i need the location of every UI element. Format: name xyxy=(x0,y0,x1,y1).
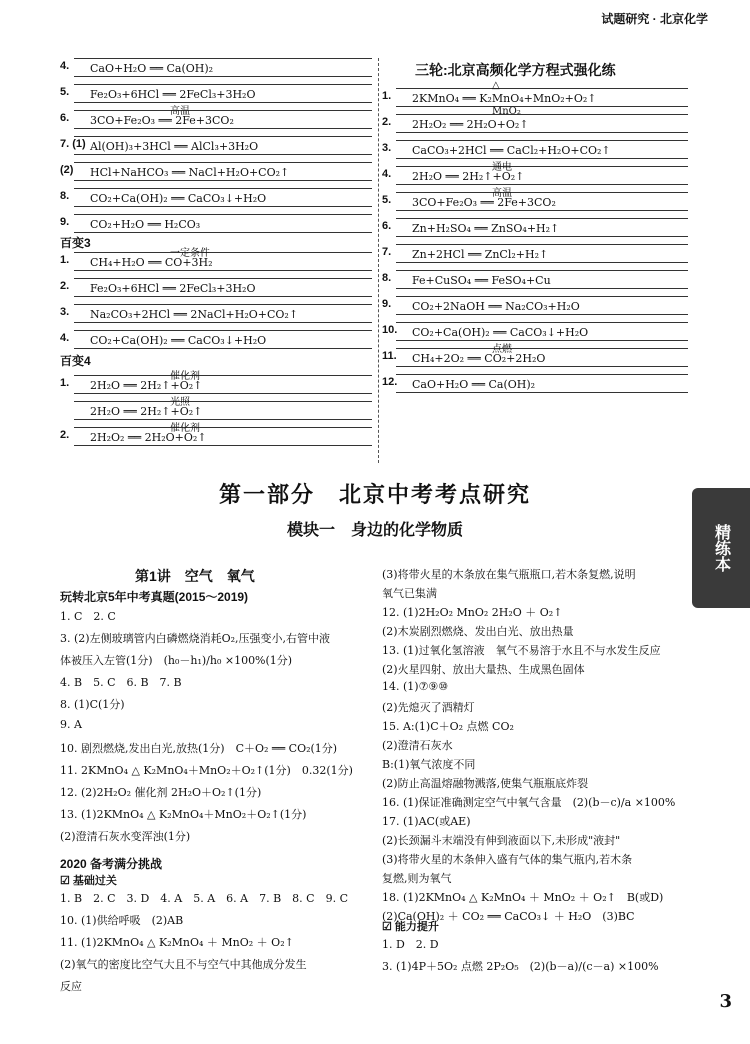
answer-line: 10. (1)供给呼吸 (2)AB xyxy=(60,914,184,927)
equation-line xyxy=(60,248,372,272)
answer-line: 1. C 2. C xyxy=(60,610,116,623)
answer-rule xyxy=(396,270,688,271)
answer-rule xyxy=(74,136,372,137)
equation-text: CaCO₃+2HCl ══ CaCl₂+H₂O+CO₂↑ xyxy=(412,144,611,157)
equation-text: 2H₂O₂ ══ 2H₂O+O₂↑ xyxy=(412,118,529,131)
answer-line: 氧气已集满 xyxy=(382,587,437,600)
answer-rule xyxy=(74,206,372,207)
equation-text: 2KMnO₄ ══ K₂MnO₄+MnO₂+O₂↑ xyxy=(412,92,597,105)
equation-line xyxy=(60,214,372,234)
section-title: 百变4 xyxy=(60,354,91,368)
answer-line: 1. D 2. D xyxy=(382,938,439,951)
answer-rule xyxy=(396,192,688,193)
answer-rule xyxy=(396,314,688,315)
answer-line: (2)先熄灭了酒精灯 xyxy=(382,701,475,714)
equation-number: 3. xyxy=(60,306,70,318)
equation-text: CH₄+H₂O ══ CO+3H₂ xyxy=(90,256,213,269)
answer-rule xyxy=(74,252,372,253)
equation-line xyxy=(382,270,688,290)
answer-rule xyxy=(396,166,688,167)
reaction-condition: 通电 xyxy=(492,162,512,173)
answer-line: 8. (1)C(1分) xyxy=(60,698,125,711)
answer-rule xyxy=(396,340,688,341)
equation-text: Fe₂O₃+6HCl ══ 2FeCl₃+3H₂O xyxy=(90,88,256,101)
answer-rule xyxy=(74,427,372,428)
reaction-condition: 高温 xyxy=(170,106,190,117)
answer-line: (2)火星四射、放出大量热、生成黑色固体 xyxy=(382,663,585,676)
answer-line: 17. (1)AC(或AE) xyxy=(382,815,471,828)
equation-number: 12. xyxy=(382,376,398,388)
answer-line: (2)防止高温熔融物溅落,使集气瓶瓶底炸裂 xyxy=(382,777,589,790)
equation-number: 11. xyxy=(382,350,397,362)
answer-line: (2)澄清石灰水变浑浊(1分) xyxy=(60,830,191,843)
equation-number: 4. xyxy=(60,332,70,344)
answer-line: 3. (2)左侧玻璃管内白磷燃烧消耗O₂,压强变小,右管中液 xyxy=(60,632,330,645)
basic-title-text: 基础过关 xyxy=(72,875,117,887)
equation-line xyxy=(60,106,372,130)
answer-rule xyxy=(74,76,372,77)
equation-line xyxy=(60,136,372,156)
answer-line: (3)将带火星的木条伸入盛有气体的集气瓶内,若木条 xyxy=(382,853,633,866)
equation-text: 2H₂O ══ 2H₂↑+O₂↑ xyxy=(90,379,203,392)
answer-rule xyxy=(74,214,372,215)
answer-line: 12. (1)2H₂O₂ MnO₂ 2H₂O ＋ O₂↑ xyxy=(382,606,563,619)
equation-text: Zn+2HCl ══ ZnCl₂+H₂↑ xyxy=(412,248,549,261)
answer-rule xyxy=(396,296,688,297)
answer-rule xyxy=(74,322,372,323)
equation-number: 7. (1) xyxy=(60,138,86,150)
answer-line: 1. B 2. C 3. D 4. A 5. A 6. A 7. B 8. C 9. C xyxy=(60,892,348,905)
equation-line xyxy=(382,344,688,368)
answer-line: 9. A xyxy=(60,718,82,731)
answer-line: 11. 2KMnO₄ △ K₂MnO₄＋MnO₂＋O₂↑(1分) 0.32(1分) xyxy=(60,764,353,777)
equation-line xyxy=(60,423,372,447)
ability-title-text: 能力提升 xyxy=(394,921,439,933)
answer-line: 3. (1)4P＋5O₂ 点燃 2P₂O₅ (2)(b－a)/(c－a) ×100% xyxy=(382,960,659,973)
answer-rule xyxy=(396,374,688,375)
equation-line xyxy=(382,80,688,108)
equation-number: 10. xyxy=(382,324,398,336)
equation-line xyxy=(60,397,372,421)
equation-line xyxy=(382,296,688,316)
answer-rule xyxy=(74,102,372,103)
reaction-condition: MnO₂ xyxy=(492,106,521,117)
part-title: 第一部分 北京中考考点研究 xyxy=(218,482,531,507)
answer-line: (2)木炭剧烈燃烧、发出白光、放出热量 xyxy=(382,625,574,638)
equation-text: Na₂CO₃+2HCl ══ 2NaCl+H₂O+CO₂↑ xyxy=(90,308,299,321)
equation-text: Fe₂O₃+6HCl ══ 2FeCl₃+3H₂O xyxy=(90,282,256,295)
reaction-condition: 光照 xyxy=(170,397,190,408)
equation-number: 1. xyxy=(60,377,70,389)
answer-rule xyxy=(396,184,688,185)
ability-title: ☑ 能力提升 xyxy=(382,921,439,933)
answer-rule xyxy=(396,288,688,289)
answer-rule xyxy=(74,296,372,297)
answer-line: 11. (1)2KMnO₄ △ K₂MnO₄ ＋ MnO₂ ＋ O₂↑ xyxy=(60,936,294,949)
answer-line: 反应 xyxy=(60,980,82,993)
right-section-title: 三轮:北京高频化学方程式强化练 xyxy=(415,62,616,78)
answer-rule xyxy=(396,114,688,115)
answer-line: (2)长颈漏斗末端没有伸到液面以下,未形成"液封" xyxy=(382,834,621,847)
answer-line: 15. A:(1)C＋O₂ 点燃 CO₂ xyxy=(382,720,514,733)
equation-number: 4. xyxy=(60,60,70,72)
column-divider xyxy=(378,58,379,463)
equation-text: CaO+H₂O ══ Ca(OH)₂ xyxy=(412,378,536,391)
answer-line: 4. B 5. C 6. B 7. B xyxy=(60,676,182,689)
answer-rule xyxy=(396,348,688,349)
answer-rule xyxy=(396,392,688,393)
reaction-condition: 一定条件 xyxy=(170,248,210,259)
answer-line: 12. (2)2H₂O₂ 催化剂 2H₂O＋O₂↑(1分) xyxy=(60,786,262,799)
equation-number: 1. xyxy=(382,90,392,102)
equation-text: HCl+NaHCO₃ ══ NaCl+H₂O+CO₂↑ xyxy=(90,166,290,179)
answer-rule xyxy=(74,270,372,271)
challenge-title: 2020 备考满分挑战 xyxy=(60,857,163,871)
equation-text: 2H₂O ══ 2H₂↑+O₂↑ xyxy=(412,170,525,183)
equation-text: CaO+H₂O ══ Ca(OH)₂ xyxy=(90,62,214,75)
answer-rule xyxy=(74,154,372,155)
equation-line xyxy=(60,58,372,78)
equation-text: Fe+CuSO₄ ══ FeSO₄+Cu xyxy=(412,274,551,287)
side-tab: 精练本 xyxy=(692,488,750,608)
basic-title: ☑ 基础过关 xyxy=(60,875,117,887)
answer-rule xyxy=(74,110,372,111)
equation-text: 2H₂O₂ ══ 2H₂O+O₂↑ xyxy=(90,431,207,444)
answer-rule xyxy=(74,393,372,394)
answer-rule xyxy=(396,244,688,245)
equation-text: CO₂+Ca(OH)₂ ══ CaCO₃↓+H₂O xyxy=(90,334,267,347)
equation-number: (2) xyxy=(60,164,74,176)
answer-rule xyxy=(396,88,688,89)
page-number: 3 xyxy=(719,991,732,1012)
answer-rule xyxy=(396,366,688,367)
answer-rule xyxy=(396,236,688,237)
lesson-title: 第1讲 空气 氧气 xyxy=(135,568,255,584)
equation-text: 2H₂O ══ 2H₂↑+O₂↑ xyxy=(90,405,203,418)
equation-text: CO₂+Ca(OH)₂ ══ CaCO₃↓+H₂O xyxy=(412,326,589,339)
answer-rule xyxy=(74,162,372,163)
answer-line: 13. (1)过氧化氢溶液 氧气不易溶于水且不与水发生反应 xyxy=(382,644,661,657)
equation-number: 8. xyxy=(60,190,70,202)
answer-rule xyxy=(74,401,372,402)
equation-number: 2. xyxy=(60,429,70,441)
answer-rule xyxy=(74,84,372,85)
equation-line xyxy=(60,371,372,395)
equation-number: 9. xyxy=(60,216,70,228)
equation-text: CO₂+Ca(OH)₂ ══ CaCO₃↓+H₂O xyxy=(90,192,267,205)
answer-rule xyxy=(396,322,688,323)
answer-line: (2)Ca(OH)₂ ＋ CO₂ ══ CaCO₃↓ ＋ H₂O (3)BC xyxy=(382,910,635,923)
answer-rule xyxy=(74,188,372,189)
equation-text: CH₄+2O₂ ══ CO₂+2H₂O xyxy=(412,352,546,365)
answer-rule xyxy=(74,180,372,181)
answer-rule xyxy=(74,128,372,129)
equation-line xyxy=(382,322,688,342)
module-title: 模块一 身边的化学物质 xyxy=(286,522,463,539)
answer-rule xyxy=(74,348,372,349)
answer-rule xyxy=(74,278,372,279)
answer-line: 13. (1)2KMnO₄ △ K₂MnO₄＋MnO₂＋O₂↑(1分) xyxy=(60,808,307,821)
equation-text: CO₂+H₂O ══ H₂CO₃ xyxy=(90,218,201,231)
equation-line xyxy=(60,278,372,298)
answer-line: (2)氧气的密度比空气大且不与空气中其他成分发生 xyxy=(60,958,307,971)
answer-line: 体被压入左管(1分) (h₀－h₁)/h₀ ×100%(1分) xyxy=(60,654,293,667)
equation-number: 9. xyxy=(382,298,392,310)
equation-line xyxy=(382,162,688,186)
answer-line: (2)澄清石灰水 xyxy=(382,739,453,752)
equation-number: 3. xyxy=(382,142,392,154)
reaction-condition: △ xyxy=(492,80,500,91)
equation-number: 5. xyxy=(60,86,70,98)
section-title: 百变3 xyxy=(60,236,91,250)
equation-number: 6. xyxy=(60,112,70,124)
answer-rule xyxy=(74,330,372,331)
answer-rule xyxy=(396,262,688,263)
answer-rule xyxy=(396,140,688,141)
answer-rule xyxy=(396,210,688,211)
equation-line xyxy=(60,304,372,324)
reaction-condition: 催化剂 xyxy=(170,423,200,434)
equation-text: 3CO+Fe₂O₃ ══ 2Fe+3CO₂ xyxy=(412,196,556,209)
page-header: 试题研究 · 北京化学 xyxy=(601,12,708,26)
equation-line xyxy=(382,218,688,238)
answer-line: B:(1)氧气浓度不同 xyxy=(382,758,476,771)
reaction-condition: 催化剂 xyxy=(170,371,200,382)
reaction-condition: 高温 xyxy=(492,188,512,199)
equation-text: 3CO+Fe₂O₃ ══ 2Fe+3CO₂ xyxy=(90,114,234,127)
answer-line: 18. (1)2KMnO₄ △ K₂MnO₄ ＋ MnO₂ ＋ O₂↑ B(或D) xyxy=(382,891,664,904)
answer-rule xyxy=(396,106,688,107)
answer-rule xyxy=(396,218,688,219)
equation-line xyxy=(60,84,372,104)
equation-line xyxy=(60,188,372,208)
answer-line: 16. (1)保证准确测定空气中氧气含量 (2)(b－c)/a ×100% xyxy=(382,796,676,809)
equation-line xyxy=(382,374,688,394)
equation-number: 4. xyxy=(382,168,392,180)
equation-text: Zn+H₂SO₄ ══ ZnSO₄+H₂↑ xyxy=(412,222,560,235)
equation-number: 8. xyxy=(382,272,392,284)
answer-rule xyxy=(74,232,372,233)
equation-line xyxy=(382,106,688,134)
equation-text: CO₂+2NaOH ══ Na₂CO₃+H₂O xyxy=(412,300,580,313)
equation-number: 5. xyxy=(382,194,392,206)
equation-line xyxy=(382,244,688,264)
answer-rule xyxy=(74,445,372,446)
answer-rule xyxy=(74,58,372,59)
equation-number: 7. xyxy=(382,246,392,258)
equation-number: 2. xyxy=(60,280,70,292)
answer-line: 10. 剧烈燃烧,发出白光,放热(1分) C＋O₂ ══ CO₂(1分) xyxy=(60,742,338,755)
real-exam-title: 玩转北京5年中考真题(2015～2019) xyxy=(60,590,249,604)
equation-number: 2. xyxy=(382,116,392,128)
equation-line xyxy=(382,188,688,212)
answer-rule xyxy=(74,375,372,376)
answer-line: 复燃,则为氧气 xyxy=(382,872,452,885)
answer-rule xyxy=(74,304,372,305)
equation-number: 6. xyxy=(382,220,392,232)
equation-line xyxy=(60,162,372,182)
equation-line xyxy=(382,140,688,160)
equation-text: Al(OH)₃+3HCl ══ AlCl₃+3H₂O xyxy=(90,140,259,153)
answer-rule xyxy=(396,132,688,133)
answer-line: 14. (1)⑦⑨⑩ xyxy=(382,680,449,693)
equation-line xyxy=(60,330,372,350)
answer-rule xyxy=(396,158,688,159)
answer-line: (3)将带火星的木条放在集气瓶瓶口,若木条复燃,说明 xyxy=(382,568,636,581)
reaction-condition: 点燃 xyxy=(492,344,512,355)
equation-number: 1. xyxy=(60,254,70,266)
answer-rule xyxy=(74,419,372,420)
